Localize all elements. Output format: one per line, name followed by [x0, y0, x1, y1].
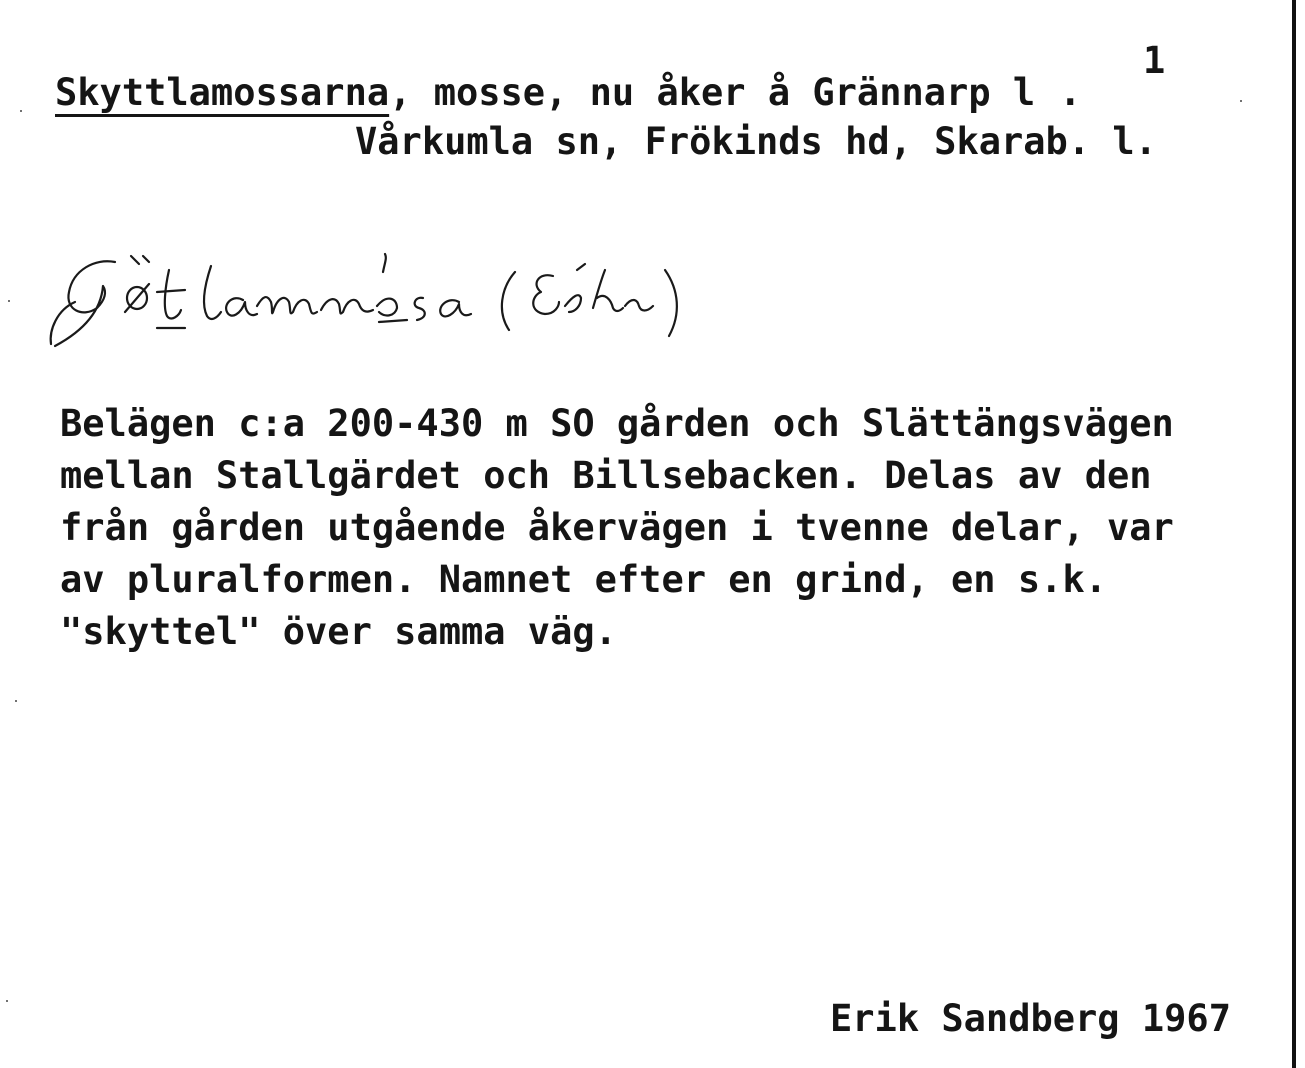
superscript-number: 1: [1143, 39, 1166, 82]
speck: [8, 300, 10, 302]
speck: [20, 110, 22, 112]
location-line: Vårkumla sn, Frökinds hd, Skarab. l.: [355, 120, 1157, 163]
headword-line: [55, 71, 1082, 114]
description-line: "skyttel" över samma väg.: [60, 610, 617, 653]
headword: Skyttlamossarna: [55, 71, 390, 114]
description-line: mellan Stallgärdet och Billsebacken. Delas av den: [60, 454, 1152, 497]
signature: Erik Sandberg 1967: [830, 997, 1231, 1040]
description-line: Belägen c:a 200-430 m SO gården och Slättängsvägen: [60, 402, 1174, 445]
description-line: av pluralformen. Namnet efter en grind, en s.k.: [60, 558, 1107, 601]
headword-end: .: [1059, 71, 1082, 114]
handwritten-note: [45, 250, 765, 360]
headword-description: , mosse, nu åker å Grännarp l: [389, 71, 1036, 114]
speck: [1240, 100, 1242, 102]
speck: [15, 700, 17, 702]
description-line: från gården utgående åkervägen i tvenne delar, var: [60, 506, 1174, 549]
speck: [6, 1000, 8, 1002]
description: [60, 398, 1300, 658]
